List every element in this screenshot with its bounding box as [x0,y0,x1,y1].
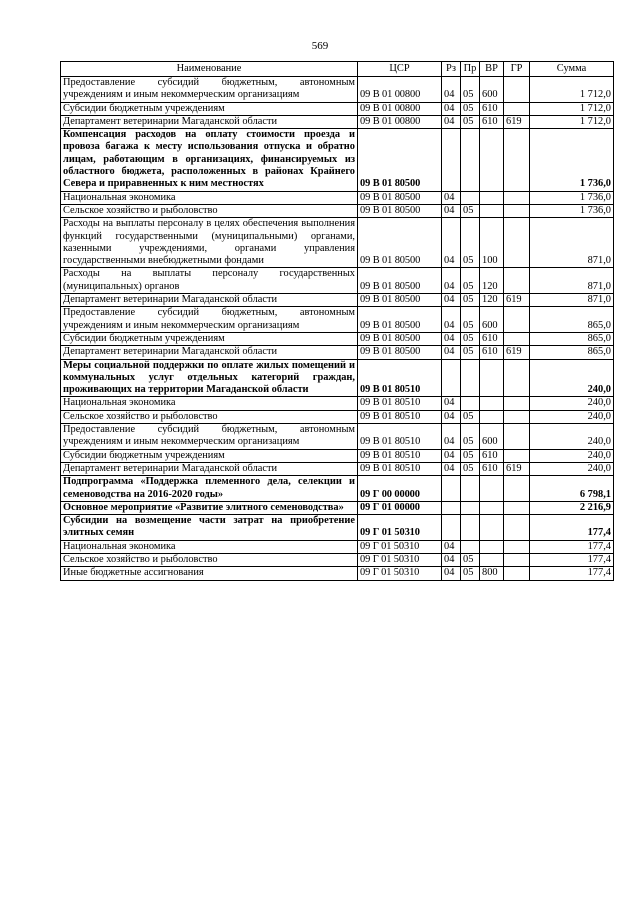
table-body [61,77,614,581]
cell-vr [480,129,504,191]
cell-name: Основное мероприятие «Развитие элитного семеноводства» [61,501,358,514]
cell-pr: 05 [461,102,480,115]
cell-name: Субсидии бюджетным учреждениям [61,332,358,345]
cell-csr: 09 В 01 00800 [358,115,442,128]
cell-rz: 04 [442,397,461,410]
cell-name: Департамент ветеринарии Магаданской области [61,115,358,128]
cell-gr [504,424,530,450]
cell-vr [480,476,504,502]
cell-vr [480,410,504,423]
cell-vr [480,501,504,514]
table-row [61,332,614,345]
cell-csr: 09 В 01 80510 [358,424,442,450]
cell-pr: 05 [461,115,480,128]
cell-vr: 610 [480,115,504,128]
cell-csr: 09 В 01 80510 [358,462,442,475]
cell-vr: 600 [480,307,504,333]
cell-gr [504,129,530,191]
cell-vr [480,191,504,204]
cell-rz [442,359,461,397]
table-row [61,346,614,359]
cell-pr: 05 [461,346,480,359]
cell-csr: 09 В 01 80500 [358,294,442,307]
cell-name: Компенсация расходов на оплату стоимости проезда и провоза багажа к месту использования отпуска и обратно лицам, работающим в организациях, финансируемых из областного бюджета, расположенных в районах Крайнего Севера и приравненных к ним местностях [61,129,358,191]
cell-csr: 09 В 01 80500 [358,307,442,333]
cell-pr: 05 [461,307,480,333]
cell-rz [442,476,461,502]
cell-sum: 240,0 [530,397,614,410]
table-row [61,553,614,566]
cell-rz [442,501,461,514]
cell-vr: 600 [480,77,504,103]
cell-csr: 09 В 01 00800 [358,102,442,115]
cell-name: Национальная экономика [61,397,358,410]
page-number: 569 [311,40,329,52]
cell-sum: 6 798,1 [530,476,614,502]
cell-vr: 600 [480,424,504,450]
cell-pr [461,129,480,191]
cell-sum: 2 216,9 [530,501,614,514]
header-name: Наименование [61,62,358,77]
header-rz: Рз [442,62,461,77]
cell-gr [504,540,530,553]
table-row [61,294,614,307]
cell-csr: 09 В 01 80500 [358,204,442,217]
cell-pr: 05 [461,553,480,566]
cell-gr [504,567,530,580]
table-row [61,218,614,268]
cell-vr: 610 [480,462,504,475]
cell-vr [480,397,504,410]
cell-name: Департамент ветеринарии Магаданской области [61,462,358,475]
cell-pr: 05 [461,218,480,268]
header-sum: Сумма [530,62,614,77]
cell-sum: 871,0 [530,294,614,307]
cell-gr [504,397,530,410]
table-row [61,77,614,103]
cell-name: Предоставление субсидий бюджетным, автономным учреждениям и иным некоммерческим организациям [61,307,358,333]
cell-gr [504,191,530,204]
cell-pr: 05 [461,462,480,475]
cell-name: Субсидии бюджетным учреждениям [61,449,358,462]
cell-csr: 09 В 01 80510 [358,449,442,462]
cell-sum: 1 736,0 [530,191,614,204]
cell-csr: 09 Г 01 50310 [358,515,442,541]
table-header-row [61,62,614,77]
cell-name: Департамент ветеринарии Магаданской области [61,346,358,359]
cell-name: Национальная экономика [61,540,358,553]
cell-sum: 865,0 [530,332,614,345]
cell-rz: 04 [442,191,461,204]
cell-csr: 09 В 01 80510 [358,410,442,423]
cell-rz: 04 [442,268,461,294]
cell-vr [480,540,504,553]
cell-gr: 619 [504,346,530,359]
cell-gr [504,449,530,462]
cell-rz: 04 [442,449,461,462]
table-row [61,102,614,115]
cell-csr: 09 В 01 80500 [358,218,442,268]
table-row [61,191,614,204]
cell-gr [504,553,530,566]
cell-rz: 04 [442,77,461,103]
cell-vr: 120 [480,268,504,294]
cell-csr: 09 В 01 80500 [358,332,442,345]
cell-csr: 09 Г 00 00000 [358,476,442,502]
cell-sum: 1 712,0 [530,77,614,103]
cell-name: Субсидии на возмещение части затрат на приобретение элитных семян [61,515,358,541]
cell-gr [504,359,530,397]
cell-sum: 865,0 [530,346,614,359]
cell-vr [480,359,504,397]
cell-pr [461,540,480,553]
cell-vr: 100 [480,218,504,268]
cell-gr [504,476,530,502]
cell-pr [461,515,480,541]
cell-sum: 240,0 [530,449,614,462]
cell-csr: 09 В 01 80510 [358,397,442,410]
cell-name: Предоставление субсидий бюджетным, автономным учреждениям и иным некоммерческим организациям [61,424,358,450]
table-row [61,476,614,502]
cell-vr [480,204,504,217]
cell-name: Подпрограмма «Поддержка племенного дела, селекции и семеноводства на 2016-2020 годы» [61,476,358,502]
cell-gr [504,77,530,103]
cell-rz: 04 [442,115,461,128]
cell-pr: 05 [461,77,480,103]
cell-rz: 04 [442,307,461,333]
cell-sum: 240,0 [530,424,614,450]
cell-csr: 09 Г 01 50310 [358,540,442,553]
table-row [61,449,614,462]
cell-sum: 177,4 [530,567,614,580]
cell-pr [461,359,480,397]
table-row [61,129,614,191]
cell-csr: 09 Г 01 00000 [358,501,442,514]
table-row [61,307,614,333]
cell-pr [461,476,480,502]
cell-pr: 05 [461,424,480,450]
cell-pr: 05 [461,294,480,307]
cell-csr: 09 В 01 00800 [358,77,442,103]
cell-pr: 05 [461,410,480,423]
cell-sum: 865,0 [530,307,614,333]
cell-sum: 177,4 [530,553,614,566]
cell-csr: 09 В 01 80510 [358,359,442,397]
table-row [61,462,614,475]
cell-pr: 05 [461,449,480,462]
cell-pr [461,501,480,514]
table-row [61,515,614,541]
cell-name: Предоставление субсидий бюджетным, автономным учреждениям и иным некоммерческим организациям [61,77,358,103]
cell-rz: 04 [442,332,461,345]
header-pr: Пр [461,62,480,77]
cell-sum: 177,4 [530,540,614,553]
cell-vr: 610 [480,332,504,345]
table-row [61,424,614,450]
cell-rz [442,515,461,541]
cell-pr [461,397,480,410]
table-row [61,567,614,580]
cell-csr: 09 В 01 80500 [358,346,442,359]
cell-csr: 09 Г 01 50310 [358,567,442,580]
cell-name: Сельское хозяйство и рыболовство [61,204,358,217]
cell-sum: 177,4 [530,515,614,541]
cell-sum: 1 736,0 [530,204,614,217]
cell-name: Иные бюджетные ассигнования [61,567,358,580]
header-gr: ГР [504,62,530,77]
cell-rz: 04 [442,424,461,450]
cell-csr: 09 В 01 80500 [358,129,442,191]
cell-name: Сельское хозяйство и рыболовство [61,553,358,566]
cell-rz: 04 [442,294,461,307]
cell-name: Расходы на выплаты персоналу государственных (муниципальных) органов [61,268,358,294]
cell-vr: 120 [480,294,504,307]
cell-csr: 09 В 01 80500 [358,191,442,204]
cell-name: Меры социальной поддержки по оплате жилых помещений и коммунальных услуг отдельных категорий граждан, проживающих на территории Магаданской области [61,359,358,397]
cell-rz: 04 [442,102,461,115]
cell-rz: 04 [442,462,461,475]
header-csr: ЦСР [358,62,442,77]
cell-pr: 05 [461,268,480,294]
cell-gr: 619 [504,294,530,307]
cell-gr: 619 [504,462,530,475]
cell-rz: 04 [442,204,461,217]
cell-rz: 04 [442,553,461,566]
cell-name: Департамент ветеринарии Магаданской области [61,294,358,307]
budget-table [60,61,614,581]
cell-pr [461,191,480,204]
cell-vr [480,553,504,566]
cell-rz: 04 [442,346,461,359]
cell-gr: 619 [504,115,530,128]
cell-sum: 1 712,0 [530,102,614,115]
cell-vr: 800 [480,567,504,580]
cell-sum: 240,0 [530,410,614,423]
cell-rz [442,129,461,191]
table-row [61,204,614,217]
cell-pr: 05 [461,204,480,217]
cell-sum: 871,0 [530,268,614,294]
cell-gr [504,515,530,541]
cell-name: Сельское хозяйство и рыболовство [61,410,358,423]
cell-name: Национальная экономика [61,191,358,204]
table-row [61,501,614,514]
cell-vr [480,515,504,541]
cell-sum: 1 712,0 [530,115,614,128]
cell-gr [504,268,530,294]
cell-rz: 04 [442,218,461,268]
cell-gr [504,102,530,115]
table-row [61,359,614,397]
cell-rz: 04 [442,567,461,580]
table-row [61,540,614,553]
cell-name: Расходы на выплаты персоналу в целях обеспечения выполнения функций государственными (муниципальными) органами, казенными учреждениями, органами управления государственными внебюджетными фондами [61,218,358,268]
cell-sum: 871,0 [530,218,614,268]
table-row [61,268,614,294]
table-row [61,397,614,410]
cell-gr [504,218,530,268]
cell-gr [504,501,530,514]
cell-pr: 05 [461,332,480,345]
cell-csr: 09 В 01 80500 [358,268,442,294]
cell-pr: 05 [461,567,480,580]
cell-name: Субсидии бюджетным учреждениям [61,102,358,115]
table-row [61,115,614,128]
cell-vr: 610 [480,346,504,359]
cell-vr: 610 [480,449,504,462]
cell-gr [504,410,530,423]
cell-gr [504,332,530,345]
cell-sum: 240,0 [530,359,614,397]
cell-rz: 04 [442,410,461,423]
header-vr: ВР [480,62,504,77]
cell-sum: 1 736,0 [530,129,614,191]
cell-vr: 610 [480,102,504,115]
cell-gr [504,204,530,217]
cell-sum: 240,0 [530,462,614,475]
cell-csr: 09 Г 01 50310 [358,553,442,566]
cell-rz: 04 [442,540,461,553]
table-row [61,410,614,423]
cell-gr [504,307,530,333]
